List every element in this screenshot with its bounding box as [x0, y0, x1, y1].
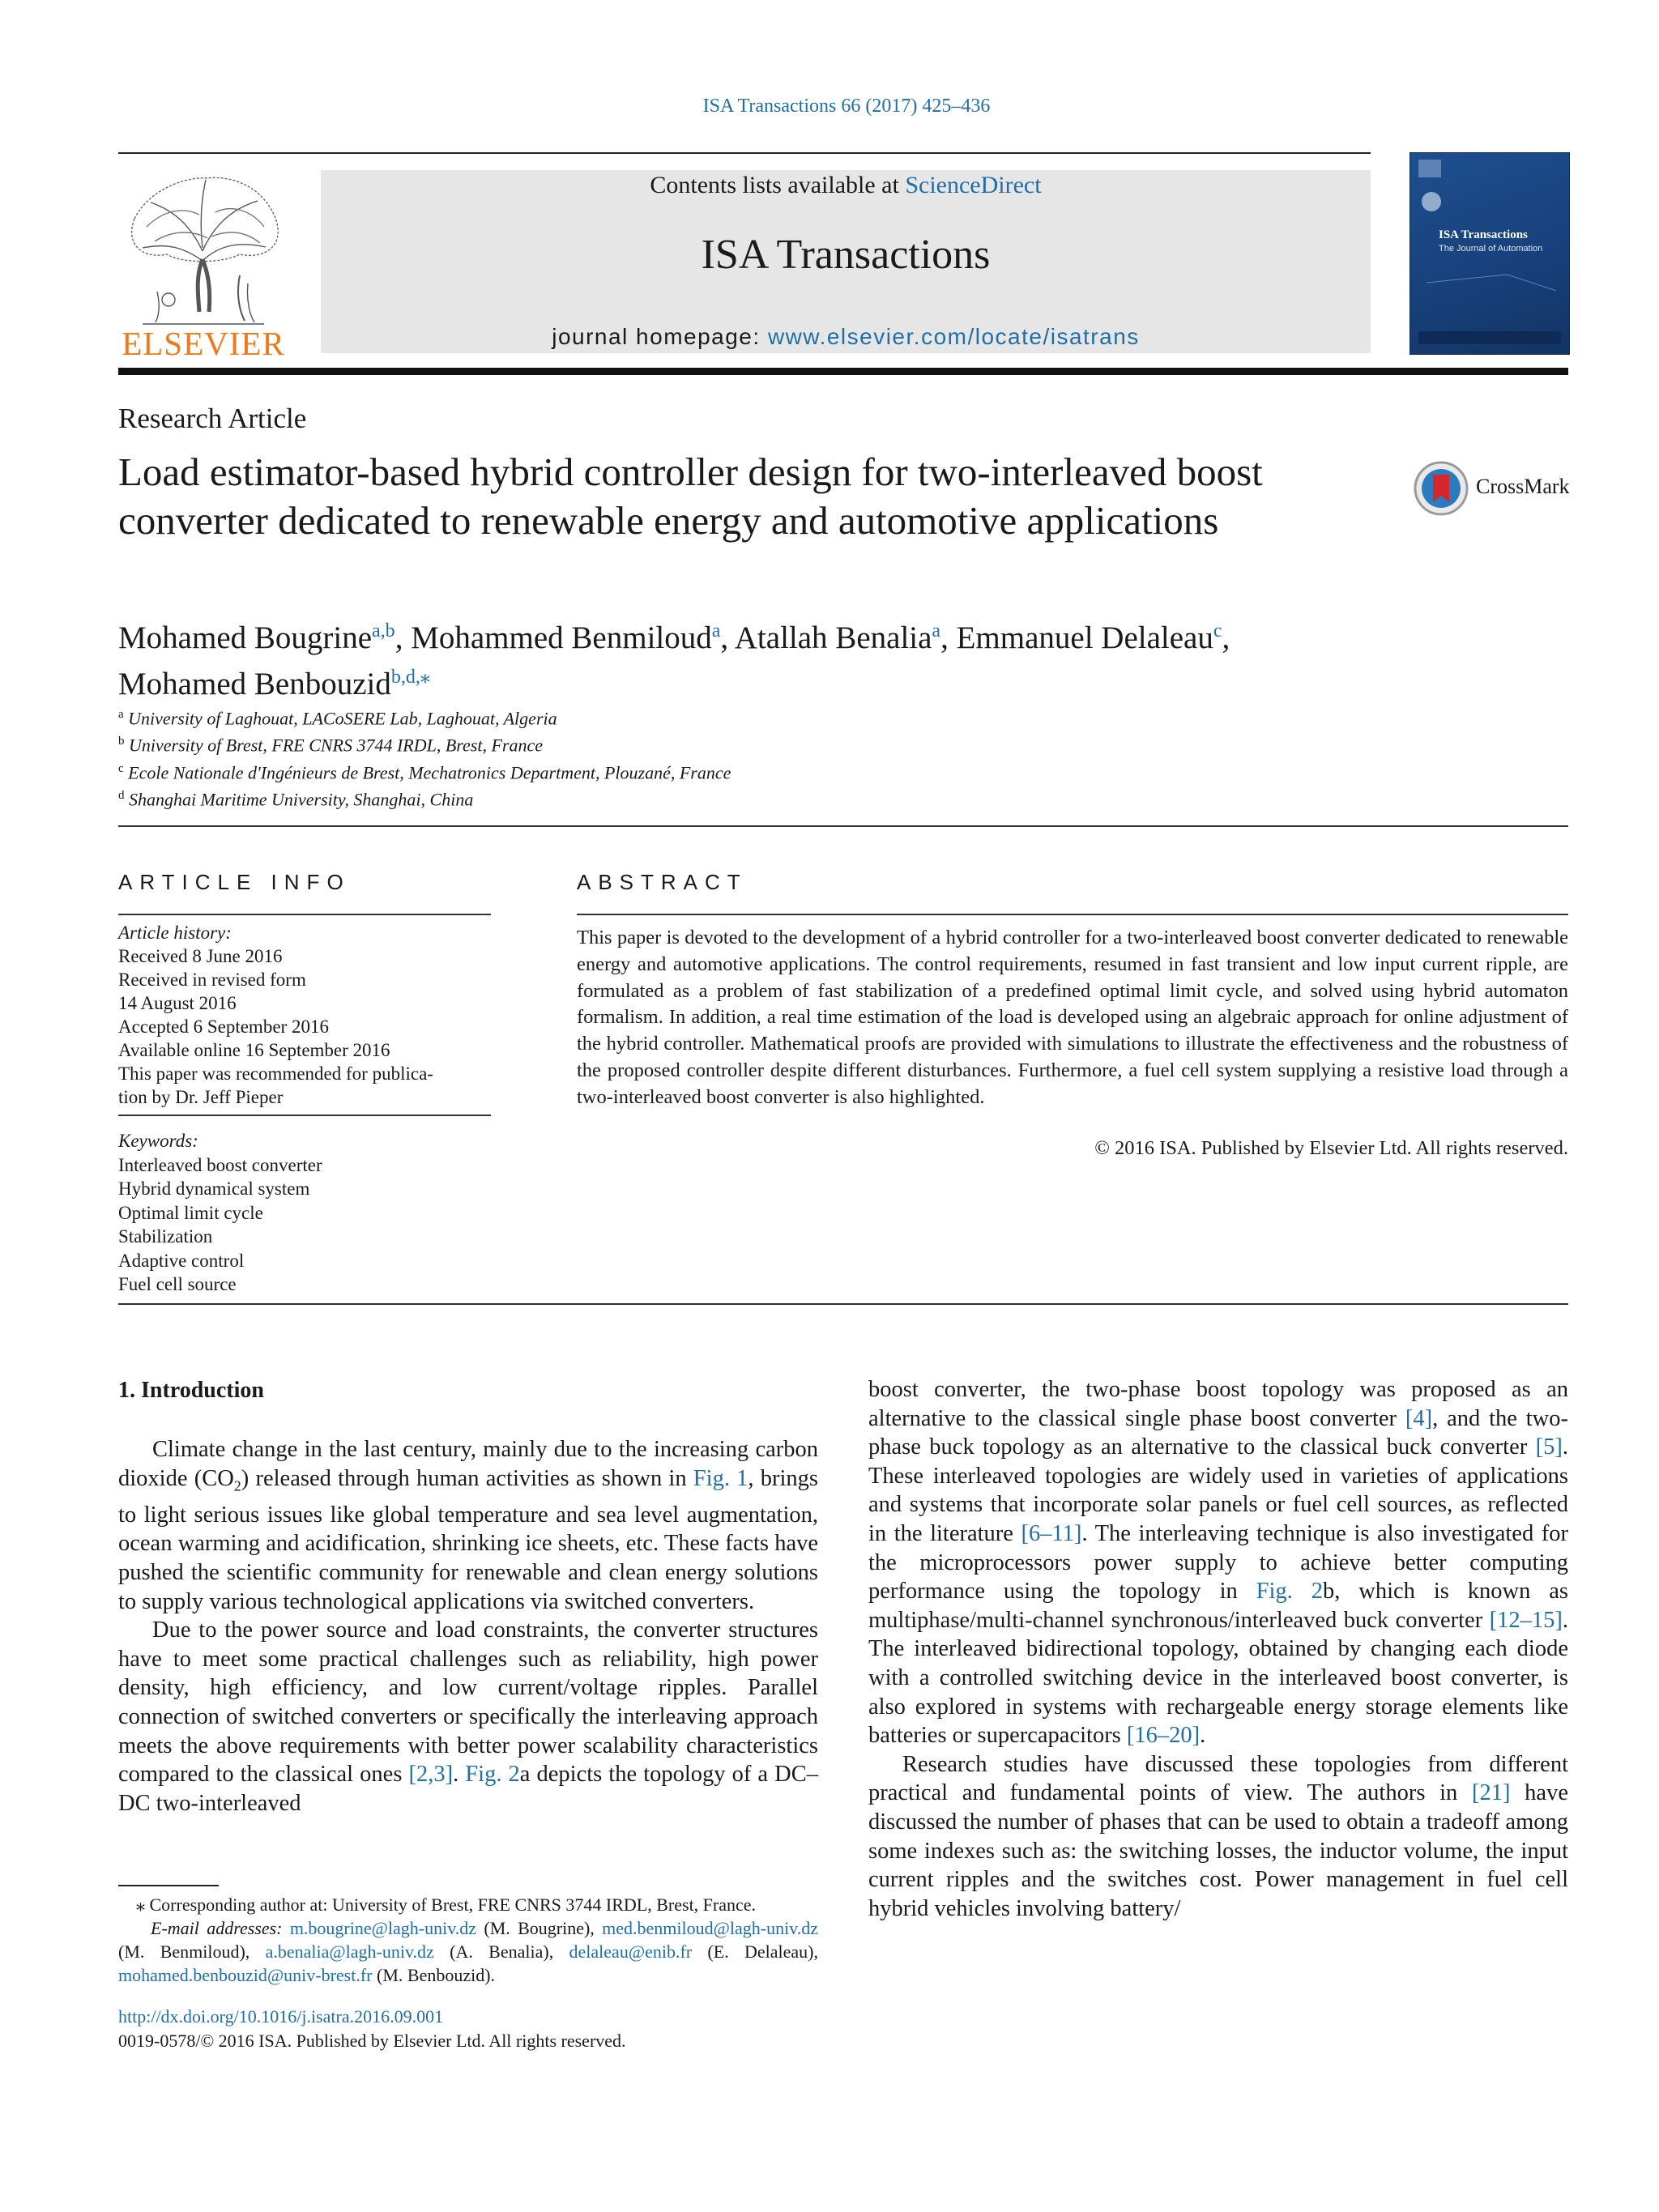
- text-run: .: [1200, 1723, 1206, 1749]
- email-owner: (M. Benbouzid).: [372, 1965, 496, 1985]
- author-separator: ,: [1222, 620, 1230, 655]
- body-column-right: [868, 1375, 1568, 1923]
- text-run: b, which is known as multiphase/multi-channel synchronous/interleaved buck converter: [868, 1579, 1568, 1633]
- email-addresses: [118, 1916, 818, 1987]
- email-owner: (M. Bougrine),: [476, 1918, 595, 1938]
- cover-subtitle: The Journal of Automation: [1439, 244, 1543, 254]
- author-affiliation-marker[interactable]: b,d,⁎: [390, 667, 430, 688]
- author[interactable]: Emmanuel Delaleau: [956, 620, 1213, 655]
- author-list: [118, 612, 1431, 704]
- homepage-prefix: journal homepage:: [552, 324, 768, 349]
- article-title: Load estimator-based hybrid controller design for two-interleaved boost converter dedicated to renewable energy and automotive applications: [118, 450, 1263, 543]
- figure-link[interactable]: Fig. 2: [1256, 1579, 1323, 1605]
- author-separator: ,: [940, 620, 957, 655]
- subscript: 2: [233, 1477, 241, 1494]
- homepage-link[interactable]: www.elsevier.com/locate/isatrans: [767, 324, 1140, 349]
- journal-title: ISA Transactions: [701, 232, 991, 278]
- homepage-line: [321, 324, 1371, 350]
- sciencedirect-link[interactable]: ScienceDirect: [905, 172, 1042, 198]
- affiliation: [118, 784, 731, 811]
- text-run: have discussed the number of phases that can be used to obtain a tradeoff among some indexes such as: the switching losses, the inductor volume, the input current ripples and the switches cost. Power management in fuel cell hybrid vehicles involving battery/: [868, 1780, 1568, 1921]
- top-rule: [118, 152, 1371, 154]
- text-run: . The interleaved bidirectional topology, obtained by changing each diode with a controlled switching device in the interleaved boost converter, is also explored in systems with rechargeable energy storage elements like batteries or supercapacitors: [868, 1607, 1568, 1749]
- author-separator: ,: [394, 620, 412, 655]
- author[interactable]: Mohammed Benmiloud: [411, 620, 712, 655]
- contents-prefix: Contents lists available at: [650, 172, 906, 198]
- divider: [118, 1303, 1568, 1305]
- keyword: Adaptive control: [118, 1250, 245, 1271]
- doi-link[interactable]: http://dx.doi.org/10.1016/j.isatra.2016.09.001: [118, 2006, 444, 2027]
- email-owner: (M. Benmiloud),: [118, 1941, 266, 1962]
- abstract-copyright: © 2016 ISA. Published by Elsevier Ltd. All rights reserved.: [1094, 1137, 1568, 1159]
- citation-link[interactable]: [2,3]: [408, 1762, 454, 1788]
- history-line: This paper was recommended for publica-: [118, 1063, 433, 1084]
- header-thick-rule: [118, 368, 1568, 375]
- corresponding-author: ⁎ Corresponding author at: University of Brest, FRE CNRS 3744 IRDL, Brest, France.: [136, 1894, 757, 1915]
- paragraph: [118, 1616, 818, 1818]
- corresponding-author-footnote: [118, 1893, 818, 1987]
- author-affiliation-marker[interactable]: a: [932, 620, 941, 641]
- abstract-text: This paper is devoted to the development of a hybrid controller for a two-interleaved boost converter dedicated to renewable energy and automotive applications. The control requirements, resumed in fast transient and low input current ripple, are formulated as a problem of fast stabilization of a predefined optimal limit cycle, and solved using hybrid automaton formalism. In addition, a real time estimation of the load is developed using an algebraic approach for online adjustment of the hybrid controller. Mathematical proofs are provided with simulations to illustrate the effectiveness and the robustness of the proposed controller despite different disturbances. Furthermore, a fuel cell system supplying a resistive load through a two-interleaved boost converter is also highlighted.: [577, 927, 1568, 1108]
- abstract-heading: ABSTRACT: [577, 870, 748, 894]
- author[interactable]: Atallah Benalia: [734, 620, 932, 655]
- issn-copyright: 0019-0578/© 2016 ISA. Published by Elsevier Ltd. All rights reserved.: [118, 2031, 626, 2051]
- history-line: Available online 16 September 2016: [118, 1040, 390, 1060]
- affiliation: [118, 703, 731, 730]
- email-link[interactable]: a.benalia@lagh-univ.dz: [265, 1941, 434, 1962]
- text-run: , brings to light serious issues like global temperature and sea level augmentation, ocean warming and acidification, shrinking ice sheets, etc. These facts have pushed the scientific community for renewable and clean energy solutions to supply various technological applications via switched converters.: [118, 1465, 818, 1614]
- article-type: Research Article: [118, 403, 307, 434]
- author-affiliation-marker[interactable]: c: [1213, 620, 1222, 641]
- contents-line: [321, 172, 1371, 199]
- text-run: boost converter, the two-phase boost topology was proposed as an alternative to the classical single phase boost converter: [868, 1377, 1568, 1431]
- email-link[interactable]: mohamed.benbouzid@univ-brest.fr: [118, 1965, 373, 1985]
- figure-link[interactable]: Fig. 2: [465, 1762, 520, 1788]
- history-line: Received in revised form: [118, 970, 306, 990]
- citation-link[interactable]: [21]: [1471, 1780, 1511, 1806]
- figure-link[interactable]: Fig. 1: [693, 1465, 748, 1491]
- keyword: Interleaved boost converter: [118, 1154, 322, 1175]
- citation-link[interactable]: [16–20]: [1126, 1723, 1201, 1749]
- citation-link[interactable]: [5]: [1535, 1434, 1563, 1460]
- author-separator: ,: [720, 620, 735, 655]
- text-run: ) released through human activities as shown in: [241, 1465, 693, 1491]
- email-owner: (A. Benalia),: [433, 1941, 554, 1962]
- crossmark-label[interactable]: CrossMark: [1476, 475, 1570, 498]
- affiliation-marker: d: [118, 788, 125, 802]
- history-label: Article history:: [118, 923, 232, 943]
- affiliation: [118, 757, 731, 784]
- affiliation: [118, 730, 731, 757]
- keyword: Hybrid dynamical system: [118, 1178, 310, 1199]
- author[interactable]: Mohamed Bougrine: [118, 620, 373, 655]
- email-link[interactable]: med.benmiloud@lagh-univ.dz: [602, 1918, 819, 1938]
- affiliation-text: Shanghai Maritime University, Shanghai, China: [129, 789, 474, 810]
- paragraph: [868, 1375, 1568, 1750]
- keywords: [118, 1129, 491, 1297]
- paragraph: [868, 1750, 1568, 1924]
- text-run: Climate change in the last century, mainly due to the increasing carbon dioxide (CO: [118, 1437, 818, 1491]
- section-heading-introduction: 1. Introduction: [118, 1378, 264, 1403]
- crossmark-icon[interactable]: [1413, 460, 1469, 517]
- body-column-left: [118, 1435, 818, 1818]
- author-affiliation-marker[interactable]: a: [711, 620, 721, 641]
- citation-link[interactable]: [12–15]: [1489, 1607, 1563, 1633]
- affiliation-text: University of Laghouat, LACoSERE Lab, Laghouat, Algeria: [128, 708, 557, 729]
- affiliation-marker: a: [118, 708, 124, 721]
- keyword: Optimal limit cycle: [118, 1202, 263, 1223]
- text-run: .: [453, 1762, 466, 1788]
- journal-reference-link[interactable]: ISA Transactions 66 (2017) 425–436: [702, 96, 991, 117]
- affiliations: [118, 703, 731, 811]
- affiliation-marker: b: [118, 735, 125, 748]
- email-link[interactable]: m.bougrine@lagh-univ.dz: [289, 1918, 477, 1938]
- journal-cover-image[interactable]: [1410, 152, 1570, 355]
- divider: [577, 914, 1568, 915]
- history-line: tion by Dr. Jeff Pieper: [118, 1087, 284, 1107]
- citation-link[interactable]: [6–11]: [1021, 1520, 1082, 1546]
- affiliation-text: Ecole Nationale d'Ingénieurs de Brest, Mechatronics Department, Plouzané, France: [128, 761, 731, 782]
- footnote-rule: [118, 1885, 219, 1886]
- cover-decoration: [1410, 153, 1569, 354]
- divider: [118, 1115, 491, 1116]
- history-line: Accepted 6 September 2016: [118, 1016, 329, 1037]
- text-run: , and the two-phase buck topology as an alternative to the classical buck converter: [868, 1405, 1568, 1460]
- email-owner: (E. Delaleau),: [692, 1941, 819, 1962]
- author[interactable]: Mohamed Benbouzid: [118, 667, 391, 701]
- article-info-heading: ARTICLE INFO: [118, 870, 351, 894]
- text-run: a depicts the topology of a DC–DC two-interleaved: [118, 1762, 818, 1816]
- author-affiliation-marker[interactable]: a,b: [372, 620, 395, 641]
- article-history: [118, 921, 491, 1109]
- email-label: E-mail addresses:: [151, 1918, 290, 1938]
- keyword: Fuel cell source: [118, 1274, 237, 1294]
- history-line: 14 August 2016: [118, 993, 237, 1013]
- keyword: Stabilization: [118, 1226, 213, 1247]
- cover-title: ISA Transactions: [1439, 228, 1528, 241]
- affiliation-text: University of Brest, FRE CNRS 3744 IRDL, Brest, France: [129, 735, 544, 756]
- paragraph: [118, 1435, 818, 1616]
- divider: [118, 825, 1568, 827]
- text-run: Research studies have discussed these topologies from different practical and fundamental points of view. The authors in: [868, 1751, 1568, 1806]
- text-run: Due to the power source and load constraints, the converter structures have to meet some practical challenges such as reliability, high power density, high efficiency, and low current/voltage ripples. Parallel connection of switched converters or specifically the interleaving approach meets the above requirements with better power scalability characteristics compared to the classical ones: [118, 1617, 818, 1788]
- text-run: . The interleaving technique is also investigated for the microprocessors power supply to achieve better computing performance using the topology in: [868, 1520, 1568, 1605]
- keywords-label: Keywords:: [118, 1131, 198, 1151]
- email-link[interactable]: delaleau@enib.fr: [569, 1941, 693, 1962]
- history-line: Received 8 June 2016: [118, 946, 283, 966]
- affiliation-marker: c: [118, 761, 124, 775]
- text-run: . These interleaved topologies are widely used in varieties of applications and systems that incorporate solar panels or fuel cell sources, as reflected in the literature: [868, 1434, 1568, 1546]
- divider: [118, 914, 491, 915]
- citation-link[interactable]: [4]: [1405, 1405, 1433, 1431]
- elsevier-wordmark: ELSEVIER: [122, 325, 285, 362]
